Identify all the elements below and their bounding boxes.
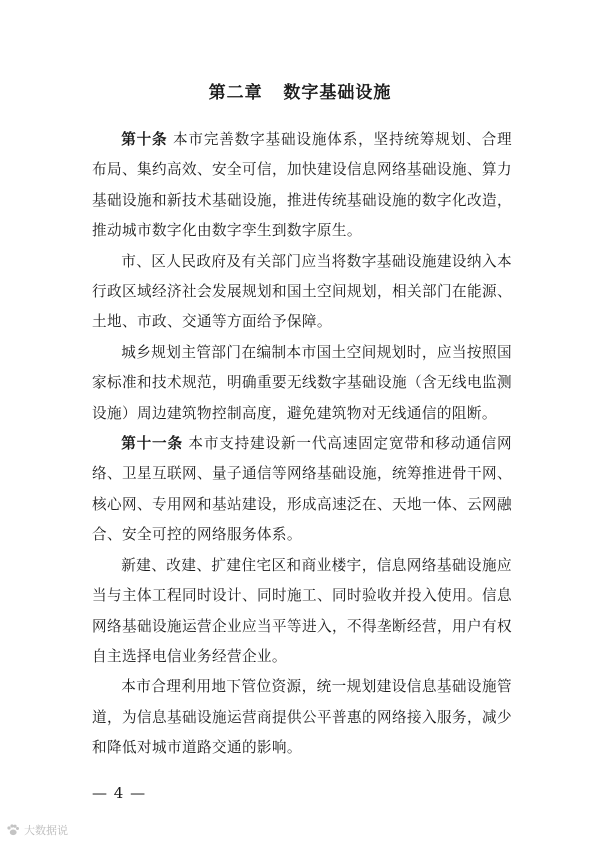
chapter-title: 第二章 数字基础设施 [208, 83, 392, 103]
paragraph-text: 本市完善数字基础设施体系，坚持统筹规划、合理布局、集约高效、安全可信，加快建设信息网络基础设施、算力基础设施和新技术基础设施，推进传统基础设施的数字化改造，推动城市数字化由数字孪生到数字原生。 [92, 131, 512, 240]
watermark [6, 822, 68, 838]
paragraph-text: 本市支持建设新一代高速固定宽带和移动通信网络、卫星互联网、量子通信等网络基础设施，统筹推进骨干网、核心网、专用网和基站建设，形成高速泛在、天地一体、云网融合、安全可控的网络服务体系。 [92, 435, 512, 544]
paragraph-text: 新建、改建、扩建住宅区和商业楼宇，信息网络基础设施应当与主体工程同时设计、同时施工、同时验收并投入使用。信息网络基础设施运营企业应当平等进入，不得垄断经营，用户有权自主选择电信业务经营企业。 [92, 556, 512, 665]
page-number: — 4 — [92, 784, 147, 802]
document-body [92, 125, 512, 764]
article-label: 第十一条 [121, 435, 183, 453]
paragraph [92, 551, 512, 673]
paragraph-text: 城乡规划主管部门在编制本市国土空间规划时，应当按照国家标准和技术规范，明确重要无线数字基础设施（含无线电监测设施）周边建筑物控制高度，避免建筑物对无线通信的阻断。 [92, 343, 512, 422]
paw-icon [6, 823, 20, 837]
watermark-text: 大数据说 [24, 824, 68, 837]
paragraph-text: 市、区人民政府及有关部门应当将数字基础设施建设纳入本行政区域经济社会发展规划和国土空间规划，相关部门在能源、土地、市政、交通等方面给予保障。 [92, 252, 512, 331]
article-label: 第十条 [121, 131, 168, 148]
paragraph [92, 338, 512, 429]
paragraph [92, 672, 512, 763]
paragraph-article-10 [92, 125, 512, 247]
paragraph-article-11 [92, 429, 512, 551]
paragraph-text: 本市合理利用地下管位资源，统一规划建设信息基础设施管道，为信息基础设施运营商提供公平普惠的网络接入服务，减少和降低对城市道路交通的影响。 [92, 678, 512, 757]
paragraph [92, 247, 512, 338]
